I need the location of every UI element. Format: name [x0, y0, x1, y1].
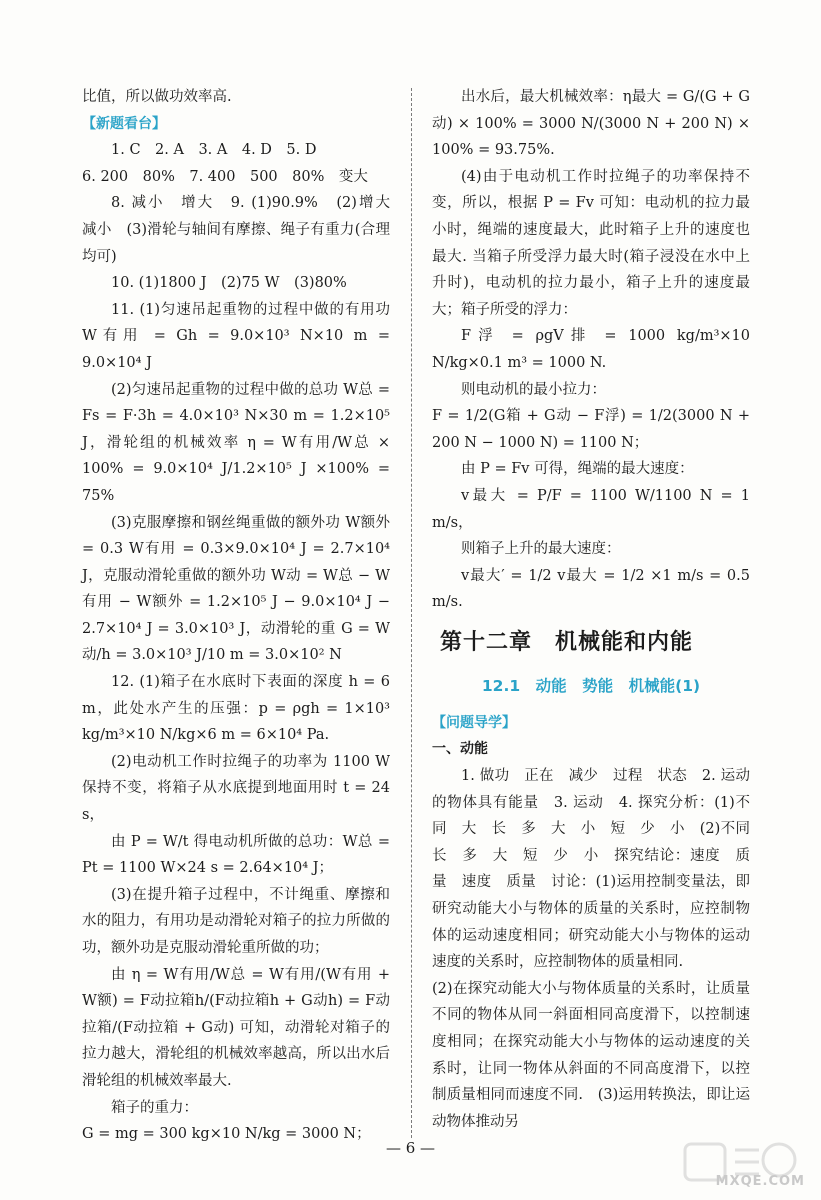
chapter-title: 第十二章 机械能和内能 [440, 629, 694, 655]
answer-paragraph: 11. (1)匀速吊起重物的过程中做的有用功 W有用 = Gh = 9.0×10³ N×10 m = 9.0×10⁴ J [82, 301, 390, 371]
answer-paragraph: F浮 = ρgV排 = 1000 kg/m³×10 N/kg×0.1 m³ = 1000 N. [432, 328, 750, 371]
answer-line: G = mg = 300 kg×10 N/kg = 3000 N； [82, 1126, 371, 1143]
column-divider [411, 88, 412, 1138]
watermark-text: MXQE.COM [715, 1174, 805, 1190]
answer-paragraph: 由 η = W有用/W总 = W有用/(W有用 + W额) = F动拉箱h/(F动拉箱h + G动h) = F动拉箱/(F动拉箱 + G动) 可知，动滑轮对箱子的拉力越大，滑轮组的机械效率越高，所以出水后滑轮组的机械效率最大. [82, 966, 390, 1089]
answer-paragraph: 1. 做功 正在 减少 过程 状态 2. 运动的物体具有能量 3. 运动 4. 探究分析：(1)不同 大 长 多 大 小 短 少 小 (2)不同 长 多 大 短 少 小 探究结论：速度 质量 速度 质量 讨论：(1)运用控制变量法，即研究动能大小与物体的质量的关系时，应控制物体的运动速度相同；研究动能大小与物体的运动速度的关系时，应控制物体的质量相同. [432, 768, 765, 971]
answer-line: 由 P = Fv 可得，绳端的最大速度： [461, 461, 694, 478]
answer-paragraph: (3)克服摩擦和钢丝绳重做的额外功 W额外 = 0.3 W有用 = 0.3×9.0×10⁴ J = 2.7×10⁴ J，克服动滑轮重做的额外功 W动 = W总 − W有用 − W额外 = 1.2×10⁵ J − 9.0×10⁴ J − 2.7×10⁴ J = 3.0×10³ J，动滑轮的重 G = W动/h = 3.0×10³ J/10 m = 3.0×10² N [82, 514, 390, 664]
answer-paragraph: (2)匀速吊起重物的过程中做的总功 W总 = Fs = F·3h = 4.0×10³ N×30 m = 1.2×10⁵ J，滑轮组的机械效率 η = W有用/W总 × 100% = 9.0×10⁴ J/1.2×10⁵ J ×100% = 75% [82, 381, 390, 504]
section-tag-guided-questions: 【问题导学】 [432, 714, 516, 731]
answer-line: v最大′ = 1/2 v最大 = 1/2 ×1 m/s = 0.5 m/s. [432, 567, 750, 611]
answer-paragraph: (4)由于电动机工作时拉绳子的功率保持不变，所以，根据 P = Fv 可知：电动机的拉力最小时，绳端的速度最大，此时箱子上升的速度也最大. 当箱子所受浮力最大时(箱子浸没在水中上升时)，电动机的拉力最小，箱子上升的速度最大；箱子所受的浮力： [432, 168, 750, 318]
subsection-heading: 一、动能 [432, 741, 488, 758]
answer-paragraph: (2)电动机工作时拉绳子的功率为 1100 W 保持不变，将箱子从水底提到地面用时 t = 24 s， [82, 753, 390, 824]
section-title: 12.1 动能 势能 机械能(1) [481, 676, 701, 695]
answer-paragraph: (3)在提升箱子过程中，不计绳重、摩擦和水的阻力，有用功是动滑轮对箱子的拉力所做的功，额外功是克服动滑轮重所做的功； [82, 886, 390, 956]
answer-paragraph: 出水后，最大机械效率：η最大 = G/(G + G动) × 100% = 3000 N/(3000 N + 200 N) × 100% = 93.75%. [432, 89, 750, 159]
answer-line: 1. C 2. A 3. A 4. D 5. D [111, 142, 317, 159]
answer-line: 箱子的重力： [111, 1099, 198, 1116]
answer-line: 6. 200 80% 7. 400 500 80% 变大 [82, 168, 368, 185]
answer-line: v最大 = P/F = 1100 W/1100 N = 1 m/s， [432, 487, 750, 531]
answer-line: 则箱子上升的最大速度： [461, 541, 621, 558]
answer-paragraph: 由 P = W/t 得电动机所做的总功：W总 = Pt = 1100 W×24 s = 2.64×10⁴ J； [82, 833, 390, 877]
answer-paragraph: (2)在探究动能大小与物体质量的关系时，让质量不同的物体从同一斜面相同高度滑下，以控制速度相同；在探究动能大小与物体的运动速度的关系时，让同一物体从斜面的不同高度滑下，以控制质量相同而速度不同. (3)运用转换法，即让运动物体推动另 [432, 980, 750, 1130]
answer-paragraph: F = 1/2(G箱 + G动 − F浮) = 1/2(3000 N + 200 N − 1000 N) = 1100 N； [432, 408, 750, 451]
answer-line: 10. (1)1800 J (2)75 W (3)80% [111, 275, 347, 292]
left-column [82, 84, 405, 1148]
answer-paragraph: 8. 减小 增大 9. (1)90.9% (2)增大 减小 (3)滑轮与轴间有摩擦、绳子有重力(合理均可) [82, 195, 405, 265]
section-tag-new-questions: 【新题看台】 [82, 115, 166, 132]
answer-paragraph: 12. (1)箱子在水底时下表面的深度 h = 6 m，此处水产生的压强：p = ρgh = 1×10³ kg/m³×10 N/kg×6 m = 6×10⁴ Pa. [82, 674, 390, 744]
text-line: 比值，所以做功效率高. [82, 89, 232, 105]
right-column [432, 84, 765, 1135]
answer-line: 则电动机的最小拉力： [461, 381, 606, 398]
page-number: — 6 — [385, 1139, 436, 1157]
